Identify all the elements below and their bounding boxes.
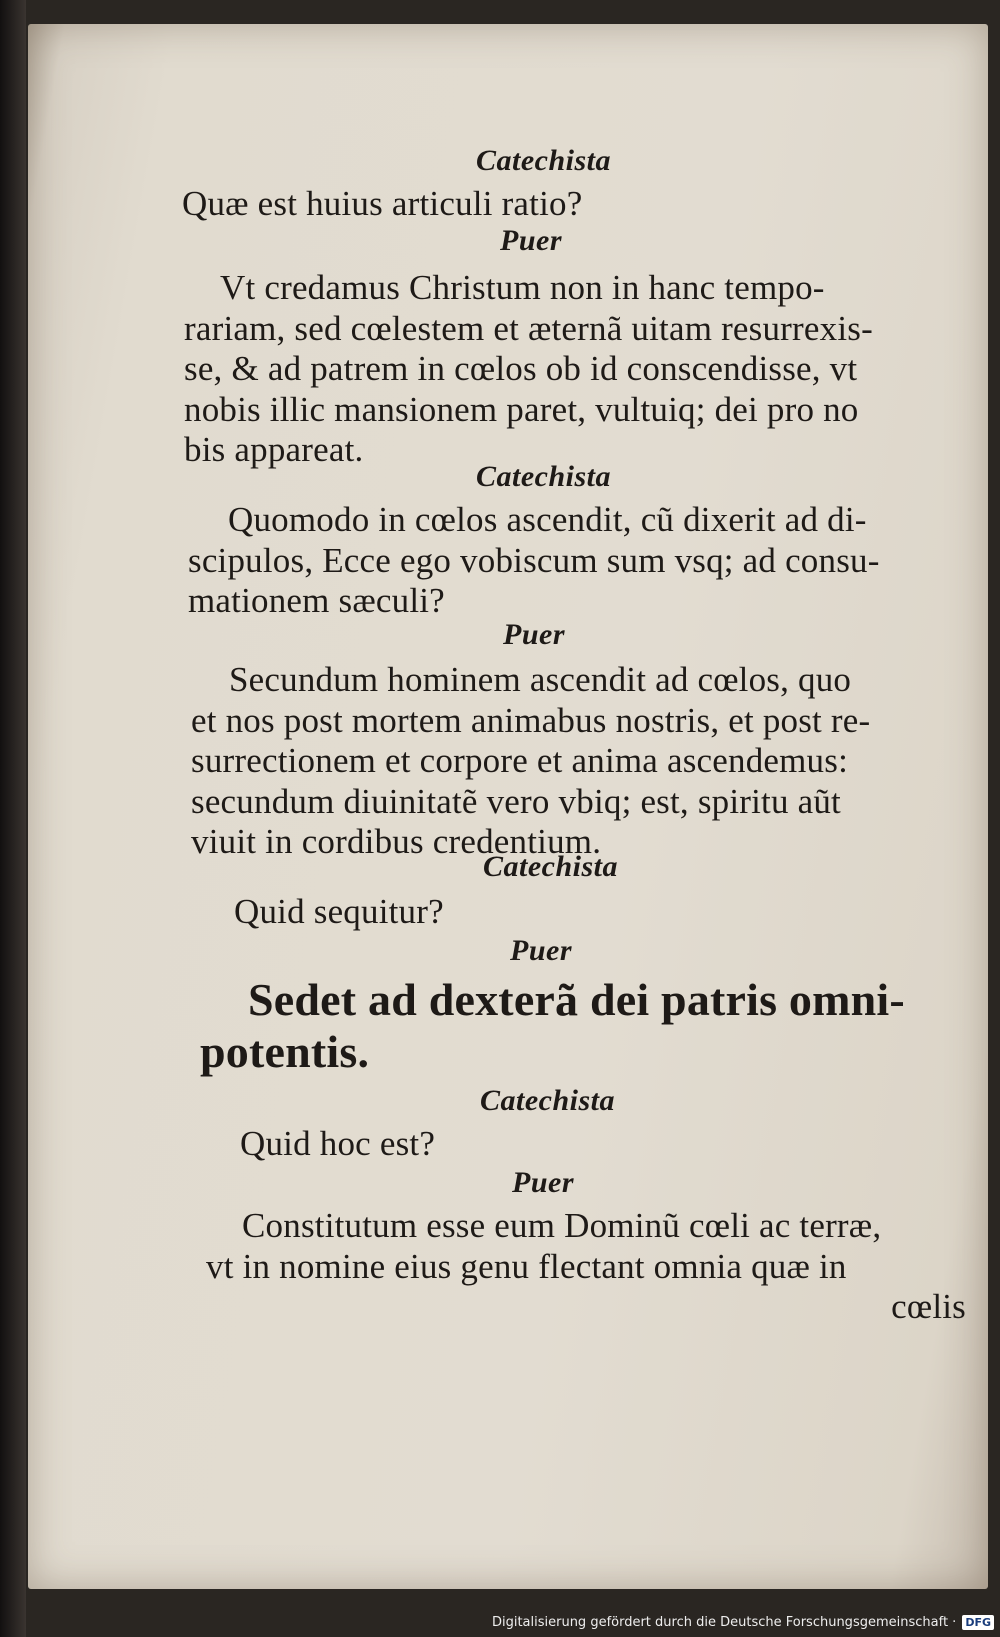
text-line: se, & ad patrem in cœlos ob id conscendisse, vt: [184, 349, 858, 388]
question-text: [188, 500, 880, 622]
text-line: secundum diuinitatẽ vero vbiq; est, spiritu aũt: [191, 781, 841, 821]
binding-shadow: [0, 0, 26, 1637]
text-line: viuit in cordibus credentium.: [191, 822, 602, 861]
text-line: Quæ est huius articuli ratio?: [182, 184, 583, 223]
text-line: potentis.: [200, 1026, 370, 1077]
speaker-heading: Catechista: [480, 1084, 616, 1117]
speaker-heading: Catechista: [483, 850, 619, 883]
text-line: Quid sequitur?: [234, 892, 444, 931]
text-line: bis appareat.: [184, 430, 364, 469]
dfg-logo: DFG: [962, 1615, 994, 1630]
text-line: Vt credamus Christum non in hanc tempo-: [220, 268, 825, 307]
text-line: nobis illic mansionem paret, vultuiq; dei pro no: [184, 389, 859, 429]
question-text: [234, 892, 444, 933]
digitization-credit: [492, 1611, 994, 1633]
speaker-heading: Puer: [503, 618, 565, 651]
text-line: rariam, sed cœlestem et æternã uitam resurrexis-: [184, 308, 873, 348]
text-line: Quid hoc est?: [240, 1124, 436, 1163]
book-page: [28, 24, 988, 1589]
answer-text: [184, 268, 873, 471]
text-line: Constitutum esse eum Dominũ cœli ac terræ,: [242, 1206, 882, 1245]
answer-text: [191, 660, 870, 863]
answer-text: [206, 1206, 966, 1328]
credit-text: Digitalisierung gefördert durch die Deutsche Forschungsgemeinschaft ·: [491, 1614, 957, 1630]
catchword: cœlis: [891, 1287, 966, 1326]
speaker-heading: Puer: [512, 1166, 574, 1199]
text-line: vt in nomine eius genu flectant omnia quæ in: [206, 1246, 847, 1286]
question-text: [182, 184, 582, 225]
speaker-heading: Catechista: [476, 144, 612, 177]
text-line: Quomodo in cœlos ascendit, cũ dixerit ad di-: [228, 500, 867, 539]
speaker-heading: Catechista: [476, 460, 612, 493]
text-line: surrectionem et corpore et anima ascendemus:: [191, 741, 849, 780]
question-text: [240, 1124, 435, 1165]
text-line: Secundum hominem ascendit ad cœlos, quo: [229, 660, 852, 699]
article-text: [200, 974, 905, 1078]
text-line: mationem sæculi?: [188, 581, 445, 620]
speaker-heading: Puer: [510, 934, 572, 967]
text-line: Sedet ad dexterã dei patris omni-: [248, 974, 905, 1025]
speaker-heading: Puer: [500, 224, 562, 257]
text-line: scipulos, Ecce ego vobiscum sum vsq; ad consu-: [188, 540, 880, 580]
text-line: et nos post mortem animabus nostris, et post re-: [191, 700, 871, 740]
